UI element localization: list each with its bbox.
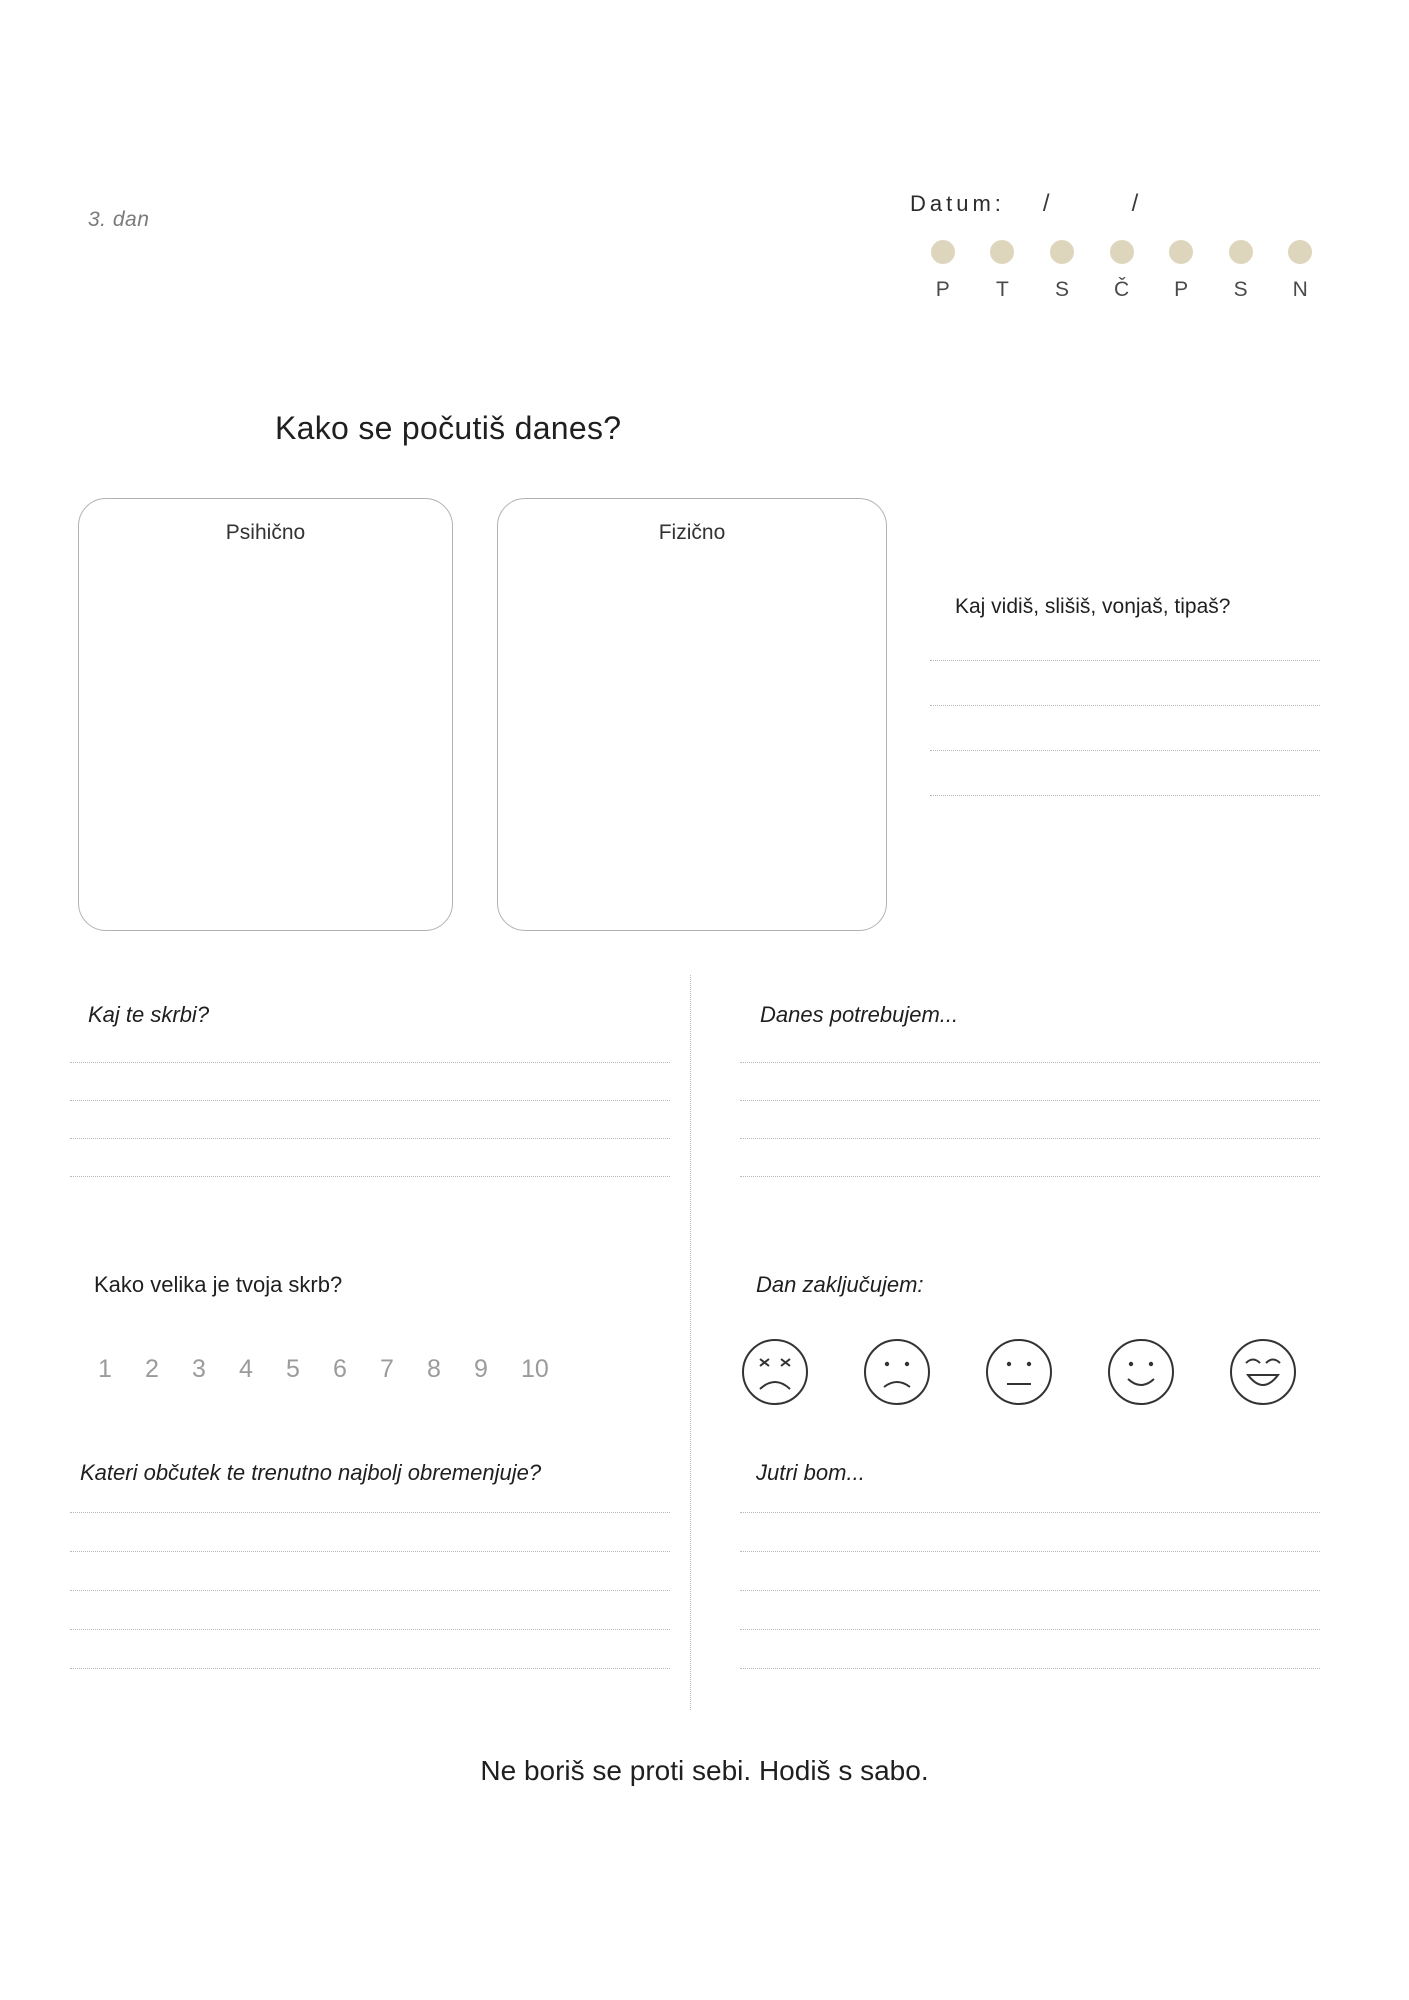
- weekday-dot-cell[interactable]: [913, 240, 973, 264]
- weekday-dot-cell[interactable]: [1211, 240, 1271, 264]
- worry-lines: [70, 1062, 670, 1177]
- weekday-dot-icon: [1288, 240, 1312, 264]
- write-line[interactable]: [740, 1590, 1320, 1591]
- write-line[interactable]: [740, 1668, 1320, 1669]
- weekday-dot-cell[interactable]: [973, 240, 1033, 264]
- senses-lines: [930, 660, 1320, 796]
- write-line[interactable]: [70, 1062, 670, 1063]
- scale-value[interactable]: 6: [333, 1355, 347, 1383]
- physical-box-label: Fizično: [658, 521, 726, 544]
- feeling-title: Kateri občutek te trenutno najbolj obremenjuje?: [80, 1460, 542, 1485]
- senses-title: Kaj vidiš, slišiš, vonjaš, tipaš?: [955, 595, 1231, 618]
- psychological-box[interactable]: [78, 498, 453, 931]
- day-label: 3. dan: [88, 208, 150, 231]
- scale-value[interactable]: 3: [192, 1355, 206, 1383]
- write-line[interactable]: [70, 1100, 670, 1101]
- need-lines: [740, 1062, 1320, 1177]
- write-line[interactable]: [740, 1551, 1320, 1552]
- weekday-dot-icon: [1229, 240, 1253, 264]
- write-line[interactable]: [930, 750, 1320, 751]
- weekday-dots: [913, 240, 1330, 264]
- write-line[interactable]: [930, 660, 1320, 661]
- write-line[interactable]: [70, 1629, 670, 1630]
- weekday-letter: T: [995, 278, 1009, 301]
- write-line[interactable]: [70, 1590, 670, 1591]
- write-line[interactable]: [70, 1668, 670, 1669]
- scale-value[interactable]: 4: [239, 1355, 253, 1383]
- footer-quote: Ne boriš se proti sebi. Hodiš s sabo.: [480, 1755, 929, 1786]
- scale-value[interactable]: 10: [521, 1355, 549, 1383]
- tomorrow-lines: [740, 1512, 1320, 1669]
- weekday-dot-cell[interactable]: [1270, 240, 1330, 264]
- write-line[interactable]: [930, 795, 1320, 796]
- face-sad-icon[interactable]: [862, 1337, 932, 1407]
- need-title: Danes potrebujem...: [760, 1002, 959, 1027]
- date-row: [910, 190, 1330, 218]
- write-line[interactable]: [70, 1512, 670, 1513]
- weekday-dot-icon: [931, 240, 955, 264]
- face-neutral-icon[interactable]: [984, 1337, 1054, 1407]
- write-line[interactable]: [70, 1176, 670, 1177]
- scale-title: Kako velika je tvoja skrb?: [94, 1272, 343, 1297]
- date-separator-2: /: [1131, 190, 1143, 217]
- face-happy-icon[interactable]: [1106, 1337, 1176, 1407]
- weekday-dot-icon: [990, 240, 1014, 264]
- write-line[interactable]: [740, 1100, 1320, 1101]
- write-line[interactable]: [740, 1062, 1320, 1063]
- psychological-box-label: Psihično: [225, 521, 306, 544]
- write-line[interactable]: [70, 1551, 670, 1552]
- weekday-dot-icon: [1110, 240, 1134, 264]
- worry-scale[interactable]: [98, 1355, 568, 1384]
- weekday-letter: Č: [1113, 278, 1130, 301]
- scale-value[interactable]: 1: [98, 1355, 112, 1383]
- face-laughing-icon[interactable]: [1228, 1337, 1298, 1407]
- weekday-dot-icon: [1169, 240, 1193, 264]
- date-label: Datum:: [910, 191, 1005, 216]
- write-line[interactable]: [930, 705, 1320, 706]
- weekday-dot-cell[interactable]: [1032, 240, 1092, 264]
- write-line[interactable]: [70, 1138, 670, 1139]
- face-very-sad-icon[interactable]: [740, 1337, 810, 1407]
- column-divider: [690, 975, 691, 1710]
- weekday-dot-cell[interactable]: [1092, 240, 1152, 264]
- weekday-dot-cell[interactable]: [1151, 240, 1211, 264]
- weekday-letters: [913, 278, 1330, 302]
- tomorrow-title: Jutri bom...: [756, 1460, 865, 1485]
- scale-value[interactable]: 7: [380, 1355, 394, 1383]
- scale-value[interactable]: 5: [286, 1355, 300, 1383]
- closing-title: Dan zaključujem:: [756, 1272, 924, 1297]
- weekday-letter: S: [1233, 278, 1248, 301]
- weekday-dot-icon: [1050, 240, 1074, 264]
- write-line[interactable]: [740, 1629, 1320, 1630]
- weekday-letter: P: [935, 278, 950, 301]
- scale-value[interactable]: 8: [427, 1355, 441, 1383]
- write-line[interactable]: [740, 1512, 1320, 1513]
- weekday-letter: P: [1174, 278, 1189, 301]
- physical-box[interactable]: [497, 498, 887, 931]
- write-line[interactable]: [740, 1176, 1320, 1177]
- page-title: Kako se počutiš danes?: [275, 410, 622, 446]
- worry-title: Kaj te skrbi?: [88, 1002, 210, 1027]
- weekday-letter: S: [1054, 278, 1069, 301]
- date-separator-1: /: [1042, 190, 1054, 217]
- scale-value[interactable]: 2: [145, 1355, 159, 1383]
- feeling-lines: [70, 1512, 670, 1669]
- date-block: [910, 190, 1330, 302]
- scale-value[interactable]: 9: [474, 1355, 488, 1383]
- write-line[interactable]: [740, 1138, 1320, 1139]
- mood-face-row[interactable]: [740, 1337, 1298, 1407]
- weekday-letter: N: [1292, 278, 1308, 301]
